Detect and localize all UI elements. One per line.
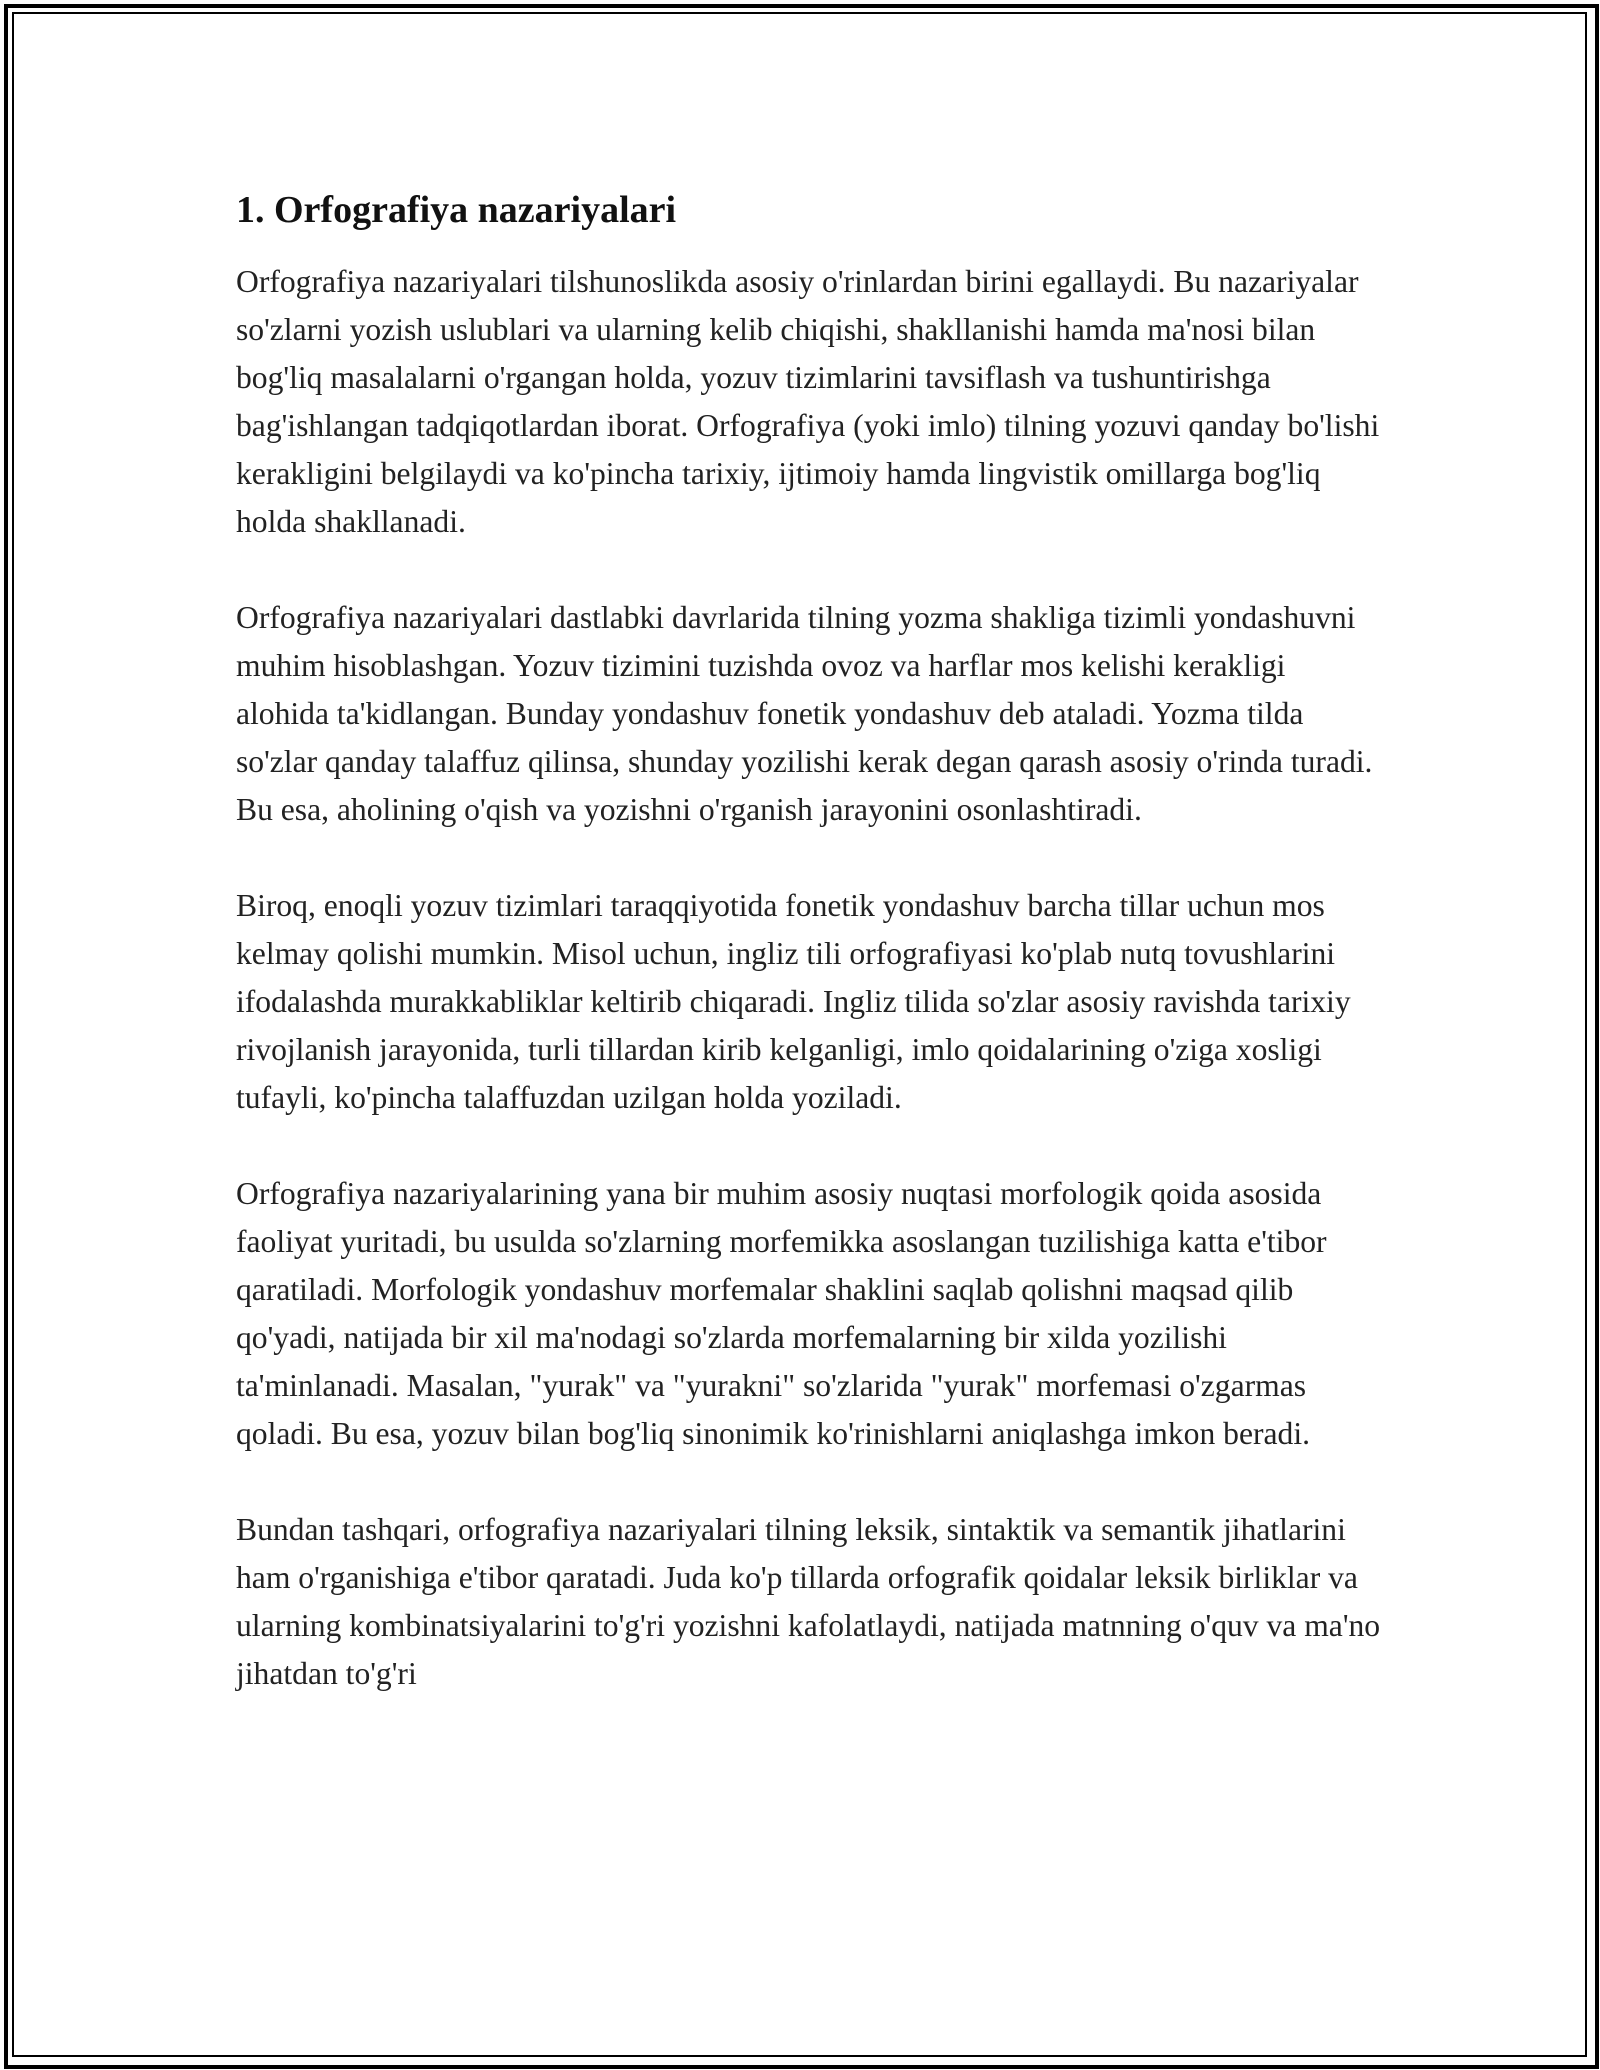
- document-body: [236, 186, 1386, 1698]
- paragraph-2: Orfografiya nazariyalari dastlabki davrlarida tilning yozma shakliga tizimli yondashuvni muhim hisoblashgan. Yozuv tizimini tuzishda ovoz va harflar mos kelishi kerakligi alohida ta'kidlangan. Bunday yondashuv fonetik yondashuv deb ataladi. Yozma tilda so'zlar qanday talaffuz qilinsa, shunday yozilishi kerak degan qarash asosiy o'rinda turadi. Bu esa, aholining o'qish va yozishni o'rganish jarayonini osonlashtiradi.: [236, 600, 1373, 827]
- paragraph-4: Orfografiya nazariyalarining yana bir muhim asosiy nuqtasi morfologik qoida asosida faoliyat yuritadi, bu usulda so'zlarning morfemikka asoslangan tuzilishiga katta e'tibor qaratiladi. Morfologik yondashuv morfemalar shaklini saqlab qolishni maqsad qilib qo'yadi, natijada bir xil ma'nodagi so'zlarda morfemalarning bir xilda yozilishi ta'minlanadi. Masalan, "yurak" va "yurakni" so'zlarida "yurak" morfemasi o'zgarmas qoladi. Bu esa, yozuv bilan bog'liq sinonimik ko'rinishlarni aniqlashga imkon beradi.: [236, 1176, 1327, 1451]
- paragraph-1: Orfografiya nazariyalari tilshunoslikda asosiy o'rinlardan birini egallaydi. Bu nazariyalar so'zlarni yozish uslublari va ularning kelib chiqishi, shakllanishi hamda ma'nosi bilan bog'liq masalalarni o'rgangan holda, yozuv tizimlarini tavsiflash va tushuntirishga bag'ishlangan tadqiqotlardan iborat. Orfografiya (yoki imlo) tilning yozuvi qanday bo'lishi kerakligini belgilaydi va ko'pincha tarixiy, ijtimoiy hamda lingvistik omillarga bog'liq holda shakllanadi.: [236, 264, 1380, 539]
- paragraph-3: Biroq, enoqli yozuv tizimlari taraqqiyotida fonetik yondashuv barcha tillar uchun mos kelmay qolishi mumkin. Misol uchun, ingliz tili orfografiyasi ko'plab nutq tovushlarini ifodalashda murakkabliklar keltirib chiqaradi. Ingliz tilida so'zlar asosiy ravishda tarixiy rivojlanish jarayonida, turli tillardan kirib kelganligi, imlo qoidalarining o'ziga xosligi tufayli, ko'pincha talaffuzdan uzilgan holda yoziladi.: [236, 888, 1351, 1115]
- section-heading: 1. Orfografiya nazariyalari: [236, 189, 677, 231]
- paragraph-5: Bundan tashqari, orfografiya nazariyalari tilning leksik, sintaktik va semantik jihatlarini ham o'rganishiga e'tibor qaratadi. Juda ko'p tillarda orfografik qoidalar leksik birliklar va ularning kombinatsiyalarini to'g'ri yozishni kafolatlaydi, natijada matnning o'quv va ma'no jihatdan to'g'ri: [236, 1512, 1381, 1691]
